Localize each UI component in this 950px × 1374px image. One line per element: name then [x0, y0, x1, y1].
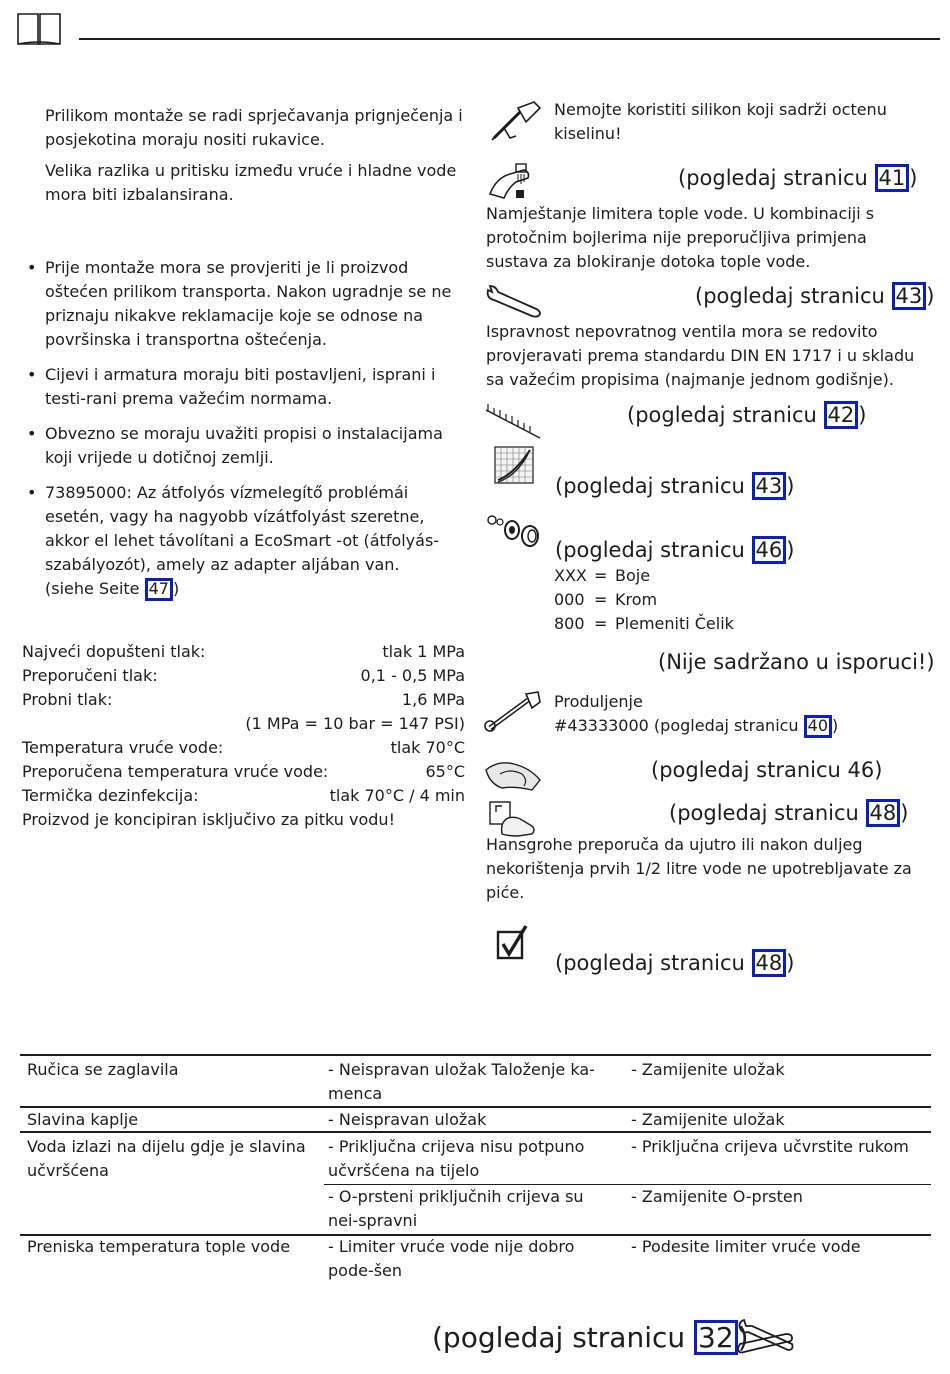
color-codes	[554, 564, 854, 636]
siehe-prefix: (siehe Seite	[45, 579, 145, 598]
ruler-icon	[484, 402, 542, 442]
safety-pressure-text: Velika razlika u pritisku između vruće i hladne vode mora biti izbalansirana.	[45, 161, 457, 204]
page-ref-43: (pogledaj stranicu 43 )	[695, 282, 934, 310]
extension-wrench-icon	[484, 690, 542, 732]
table-cell-remedy: - Priključna crijeva učvrstite rukom	[631, 1137, 909, 1156]
tools-icon	[736, 1318, 794, 1358]
table-cell-problem: Slavina kaplje	[27, 1110, 139, 1129]
graph-icon	[494, 446, 534, 484]
safety-gloves-text: Prilikom montaže se radi sprječavanja prignječenja i posjekotina moraju nositi rukavice.	[45, 106, 463, 149]
cartridge-parts-icon	[486, 510, 542, 550]
page-ref-48-b: (pogledaj stranicu 48 )	[555, 949, 794, 977]
bullet-item: • 73895000: Az átfolyós vízmelegítő problémái esetén, vagy ha nagyobb vízátfolyást szeretne, akkor el lehet távolítani a EcoSmart -ot (átfolyás-szabályozót), amely az adapter aljában van. (siehe Seite 47 )	[22, 481, 470, 601]
bullet-item: • Cijevi i armatura moraju biti postavljeni, isprani i testi-rani prema važećim normama.	[22, 363, 470, 411]
spec-row: (1 MPa = 10 bar = 147 PSI)	[245, 714, 465, 733]
silicone-note: Nemojte koristiti silikon koji sadrži octenu kiselinu!	[554, 100, 887, 143]
hansgrohe-note: Hansgrohe preporuča da ujutro ili nakon duljeg nekorištenja prvih 1/2 litre vode ne upotrebljavate za piće.	[486, 835, 912, 902]
not-included-note: (Nije sadržano u isporuci!)	[658, 650, 935, 674]
book-icon	[16, 10, 62, 48]
header-rule	[79, 38, 940, 40]
table-cell-cause: - Neispravan uložak Taloženje ka-menca	[328, 1060, 595, 1103]
table-cell-remedy: - Zamijenite O-prsten	[631, 1187, 803, 1206]
page-link-47[interactable]: 47	[145, 578, 173, 601]
color-row: 000 = Krom	[554, 590, 658, 609]
table-cell-remedy: - Podesite limiter vruće vode	[631, 1237, 861, 1256]
checkbox-icon	[496, 924, 530, 960]
table-cell-remedy: - Zamijenite uložak	[631, 1060, 785, 1079]
table-cell-problem: Preniska temperatura tople vode	[27, 1237, 291, 1256]
limiter-text: Namještanje limitera tople vode. U kombinaciji s protočnim bojlerima nije preporučljiva primjena sustava za blokiranje dotoka tople vode.	[486, 204, 875, 271]
table-cell-remedy: - Zamijenite uložak	[631, 1110, 785, 1129]
wrench-icon	[484, 284, 542, 320]
installation-bullets	[22, 256, 470, 601]
spec-row: Probni tlak: 1,6 MPa	[22, 690, 465, 709]
page-ref-46-b: (pogledaj stranicu 46)	[651, 758, 883, 782]
page-link-40[interactable]: 40	[804, 715, 832, 738]
page-ref-48: (pogledaj stranicu 48 )	[669, 799, 908, 827]
table-cell-cause: - Neispravan uložak	[328, 1110, 487, 1129]
extension-ref: #43333000 (pogledaj stranicu 40 )	[554, 714, 930, 738]
bullet-item: • Obvezno se moraju uvažiti propisi o instalacijama koji vrijede u dotičnoj zemlji.	[22, 422, 470, 470]
silicone-gun-icon	[490, 98, 544, 144]
extension-label: Produljenje	[554, 692, 643, 711]
table-cell-problem: Voda izlazi na dijelu gdje je slavina učvršćena	[27, 1137, 306, 1180]
page-link-42[interactable]: 42	[824, 401, 859, 429]
cloth-wipe-icon	[484, 756, 542, 794]
color-row: 800 = Plemeniti Čelik	[554, 614, 734, 633]
page-ref-42: (pogledaj stranicu 42 )	[627, 401, 866, 429]
spec-row: Preporučeni tlak: 0,1 - 0,5 MPa	[22, 666, 465, 685]
table-cell-cause: - Limiter vruće vode nije dobro pode-šen	[328, 1237, 575, 1280]
page-ref-43-b: (pogledaj stranicu 43 )	[555, 472, 794, 500]
page-ref-41: (pogledaj stranicu 41 )	[678, 164, 917, 192]
table-cell-cause: - Priključna crijeva nisu potpuno učvršćena na tijelo	[328, 1137, 585, 1180]
page-link-43[interactable]: 43	[892, 282, 927, 310]
spec-row: Najveći dopušteni tlak: tlak 1 MPa	[22, 642, 465, 661]
table-rule	[20, 1054, 931, 1056]
spec-row: Termička dezinfekcija: tlak 70°C / 4 min	[22, 786, 465, 805]
page-link-32[interactable]: 32	[694, 1320, 738, 1355]
page-link-43-b[interactable]: 43	[752, 472, 787, 500]
table-cell-cause: - O-prsteni priključnih crijeva su nei-spravni	[328, 1187, 584, 1230]
page-link-48-b[interactable]: 48	[752, 949, 787, 977]
page-link-48[interactable]: 48	[866, 799, 901, 827]
page-link-41[interactable]: 41	[875, 164, 910, 192]
specs-note: Proizvod je koncipiran isključivo za pitku vodu!	[22, 810, 395, 829]
spec-row: Preporučena temperatura vruće vode: 65°C	[22, 762, 465, 781]
spec-row: Temperatura vruće vode: tlak 70°C	[22, 738, 465, 757]
footer-page-ref: (pogledaj stranicu 32 )	[432, 1321, 749, 1354]
table-cell-problem: Ručica se zaglavila	[27, 1060, 179, 1079]
hand-shower-icon	[486, 160, 534, 202]
bullet-item: • Prije montaže mora se provjeriti je li proizvod oštećen prilikom transporta. Nakon ugradnje se ne priznaju nikakve reklamacije koje se odnose na površinska i transportna oštećenja.	[22, 256, 470, 352]
page-ref-46: (pogledaj stranicu 46 )	[555, 536, 794, 564]
check-valve-text: Ispravnost nepovratnog ventila mora se redovito provjeravati prema standardu DIN EN 1717 i u skladu sa važećim propisima (najmanje jednom godišnje).	[486, 322, 915, 389]
page-link-46[interactable]: 46	[752, 536, 787, 564]
color-row: XXX = Boje	[554, 566, 651, 585]
